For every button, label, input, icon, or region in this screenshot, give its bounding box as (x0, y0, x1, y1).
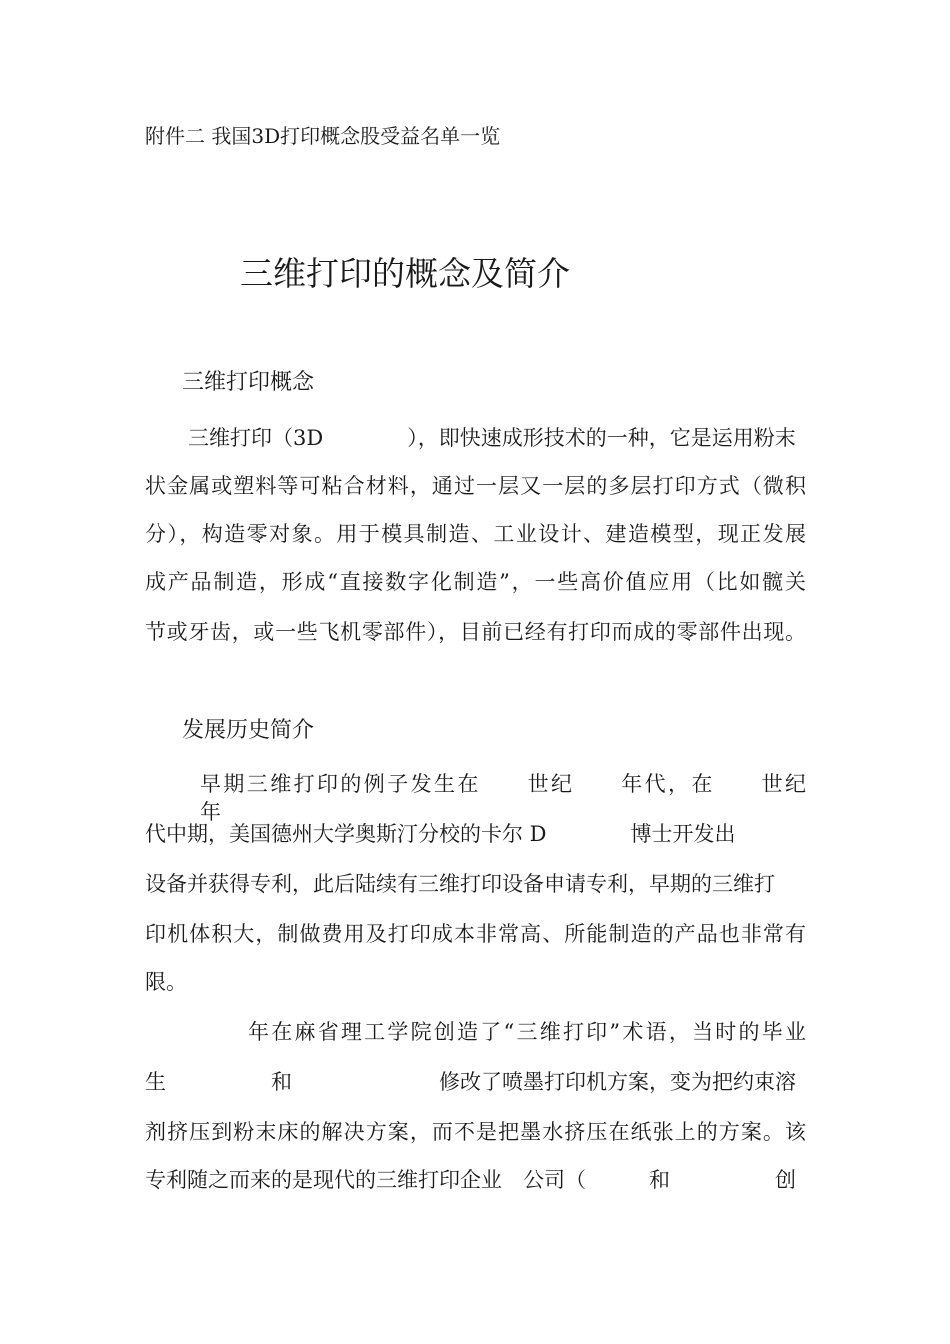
paragraph-line: 年在麻省理工学院创造了“三维打印”术语，当时的毕业 (248, 1020, 806, 1044)
paragraph-line: 分），构造零对象。用于模具制造、工业设计、建造模型，现正发展 (145, 522, 806, 546)
paragraph-line: 成产品制造，形成“直接数字化制造”，一些高价值应用（比如髋关 (145, 570, 806, 594)
paragraph-line: 专利随之而来的是现代的三维打印企业 公司（ 和 创 (145, 1168, 796, 1192)
paragraph-line: 三维打印（3D ），即快速成形技术的一种，它是运用粉末 (188, 426, 796, 450)
paragraph-line: 剂挤压到粉末床的解决方案，而不是把墨水挤压在纸张上的方案。该 (145, 1120, 806, 1144)
paragraph-line: 设备并获得专利，此后陆续有三维打印设备申请专利，早期的三维打 (145, 872, 775, 896)
attachment-note: 附件二 我国3D打印概念股受益名单一览 (145, 124, 501, 148)
paragraph-line: 代中期，美国德州大学奥斯汀分校的卡尔 D 博士开发出 (145, 822, 736, 846)
section-heading-history: 发展历史简介 (182, 718, 315, 743)
paragraph-line: 状金属或塑料等可粘合材料，通过一层又一层的多层打印方式（微积 (145, 474, 806, 498)
section-heading-concept: 三维打印概念 (182, 370, 315, 395)
paragraph-line: 早期三维打印的例子发生在 世纪 年代，在 世纪 年 (200, 772, 848, 824)
paragraph-line: 节或牙齿，或一些飞机零部件），目前已经有打印而成的零部件出现。 (145, 620, 806, 644)
paragraph-line: 限。 (145, 970, 187, 994)
document-title: 三维打印的概念及简介 (240, 254, 570, 293)
paragraph-line: 印机体积大，制做费用及打印成本非常高、所能制造的产品也非常有 (145, 922, 806, 946)
paragraph-line: 生 和 修改了喷墨打印机方案，变为把约束溶 (145, 1070, 796, 1094)
